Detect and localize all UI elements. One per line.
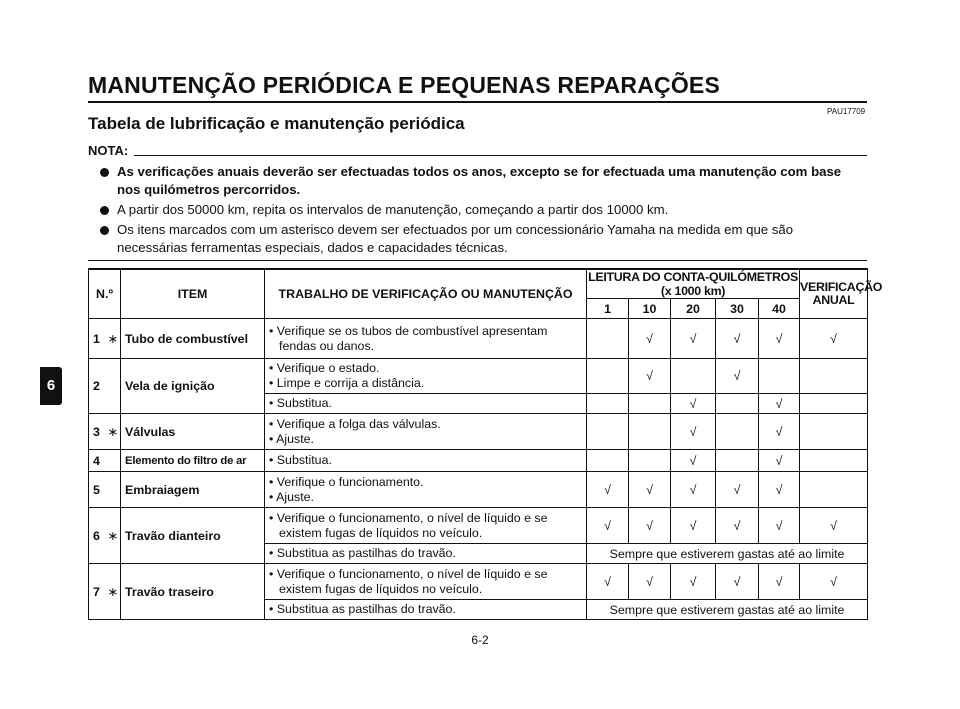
check-mark: √ (671, 472, 716, 508)
work-line: • Limpe e corrija a distância. (269, 376, 425, 390)
table-row (89, 450, 868, 472)
table-row (89, 414, 868, 450)
nota-header (88, 143, 867, 159)
asterisk-icon: ∗ (106, 564, 121, 620)
header-km: 1 (587, 299, 629, 319)
section-subtitle: Tabela de lubrificação e manutenção periódica (88, 114, 465, 133)
work-line: • Substitua. (269, 453, 332, 467)
empty-cell (671, 359, 716, 394)
check-mark: √ (671, 564, 716, 600)
item-number: 4 (89, 450, 106, 472)
check-mark: √ (800, 508, 868, 544)
note-item (100, 201, 867, 219)
check-mark: √ (671, 394, 716, 414)
note-text: A partir dos 50000 km, repita os intervalos de manutenção, começando a partir dos 10000 km. (117, 202, 669, 217)
work-description (265, 564, 587, 600)
empty-cell (800, 359, 868, 394)
check-mark: √ (629, 508, 671, 544)
chapter-tab: 6 (40, 367, 62, 405)
note-text: As verificações anuais deverão ser efectuadas todos os anos, excepto se for efectuada uma manutenção com base nos quilómetros percorridos. (117, 164, 842, 197)
check-mark: √ (716, 359, 759, 394)
check-mark: √ (759, 450, 800, 472)
title-rule (88, 101, 867, 103)
work-line: • Substitua as pastilhas do travão. (269, 602, 456, 616)
empty-cell (587, 394, 629, 414)
header-km: 20 (671, 299, 716, 319)
bullet-icon (100, 206, 109, 215)
work-line: • Verifique se os tubos de combustível apresentam fendas ou danos. (269, 323, 548, 353)
item-name: Vela de ignição (121, 359, 265, 414)
item-name: Válvulas (121, 414, 265, 450)
replace-note: Sempre que estiverem gastas até ao limite (587, 600, 868, 620)
work-description (265, 319, 587, 359)
work-description (265, 414, 587, 450)
item-number: 5 (89, 472, 106, 508)
work-description (265, 472, 587, 508)
bullet-icon (100, 168, 109, 177)
empty-cell (587, 450, 629, 472)
work-line: • Verifique o estado. (269, 361, 380, 375)
item-name: Travão dianteiro (121, 508, 265, 564)
item-name: Embraiagem (121, 472, 265, 508)
check-mark: √ (759, 508, 800, 544)
item-number: 7 (89, 564, 106, 620)
work-description (265, 359, 587, 394)
empty-cell (587, 319, 629, 359)
table-row (89, 472, 868, 508)
header-km: 30 (716, 299, 759, 319)
empty-cell (587, 359, 629, 394)
header-odometer: LEITURA DO CONTA-QUILÓMETROS (x 1000 km) (588, 270, 798, 298)
item-name: Travão traseiro (121, 564, 265, 620)
check-mark: √ (716, 508, 759, 544)
note-text: Os itens marcados com um asterisco devem ser efectuados por um concessionário Yamaha na medida em que são necessárias ferramentas especiais, dados e capacidades técnicas. (117, 222, 794, 255)
empty-cell (800, 414, 868, 450)
asterisk-icon: ∗ (106, 319, 121, 359)
empty-cell (716, 394, 759, 414)
work-line: • Verifique o funcionamento. (269, 474, 424, 489)
page-number: 6-2 (471, 633, 489, 647)
check-mark: √ (629, 564, 671, 600)
empty-cell (587, 414, 629, 450)
nota-rule (134, 155, 867, 156)
check-mark: √ (759, 394, 800, 414)
check-mark: √ (759, 472, 800, 508)
empty-cell (629, 394, 671, 414)
asterisk-empty (106, 472, 121, 508)
work-line: • Substitua as pastilhas do travão. (269, 546, 456, 560)
check-mark: √ (759, 319, 800, 359)
table-body (89, 319, 868, 620)
empty-cell (759, 359, 800, 394)
check-mark: √ (800, 319, 868, 359)
empty-cell (629, 414, 671, 450)
item-name: Tubo de combustível (121, 319, 265, 359)
check-mark: √ (587, 472, 629, 508)
empty-cell (716, 450, 759, 472)
work-description (265, 508, 587, 544)
check-mark: √ (587, 564, 629, 600)
work-line: • Verifique o funcionamento, o nível de líquido e se existem fugas de líquidos no veículo. (269, 566, 548, 596)
check-mark: √ (629, 472, 671, 508)
asterisk-icon: ∗ (106, 414, 121, 450)
check-mark: √ (800, 564, 868, 600)
work-line: • Verifique o funcionamento, o nível de líquido e se existem fugas de líquidos no veículo. (269, 510, 548, 540)
check-mark: √ (671, 450, 716, 472)
empty-cell (716, 414, 759, 450)
table-row (89, 319, 868, 359)
empty-cell (800, 450, 868, 472)
table-row (89, 564, 868, 600)
check-mark: √ (671, 508, 716, 544)
item-number: 3 (89, 414, 106, 450)
header-no: N.º (89, 269, 121, 319)
empty-cell (800, 394, 868, 414)
check-mark: √ (759, 564, 800, 600)
document-code: PAU17709 (827, 107, 866, 116)
item-number: 2 (89, 359, 106, 414)
work-description (265, 544, 587, 564)
check-mark: √ (716, 472, 759, 508)
check-mark: √ (629, 319, 671, 359)
note-item (100, 163, 867, 199)
asterisk-empty (106, 359, 121, 414)
notes-rule (88, 260, 867, 261)
asterisk-icon: ∗ (106, 508, 121, 564)
check-mark: √ (759, 414, 800, 450)
note-item (100, 221, 867, 257)
header-item: ITEM (121, 269, 265, 319)
work-description (265, 450, 587, 472)
empty-cell (629, 450, 671, 472)
check-mark: √ (716, 319, 759, 359)
header-km: 40 (759, 299, 800, 319)
work-description (265, 394, 587, 414)
item-number: 1 (89, 319, 106, 359)
table-row (89, 359, 868, 394)
item-number: 6 (89, 508, 106, 564)
work-line: • Ajuste. (269, 489, 314, 504)
header-km: 10 (629, 299, 671, 319)
check-mark: √ (671, 414, 716, 450)
replace-note: Sempre que estiverem gastas até ao limite (587, 544, 868, 564)
asterisk-empty (106, 450, 121, 472)
maintenance-table (88, 268, 883, 620)
bullet-icon (100, 226, 109, 235)
check-mark: √ (629, 359, 671, 394)
check-mark: √ (716, 564, 759, 600)
page-title: MANUTENÇÃO PERIÓDICA E PEQUENAS REPARAÇÕES (88, 72, 721, 98)
header-annual: VERIFICAÇÃO ANUAL (800, 269, 868, 319)
check-mark: √ (671, 319, 716, 359)
empty-cell (800, 472, 868, 508)
work-line: • Verifique a folga das válvulas. (269, 416, 441, 431)
item-name: Elemento do filtro de ar (121, 450, 265, 472)
nota-label: NOTA: (88, 143, 129, 158)
check-mark: √ (587, 508, 629, 544)
work-line: • Ajuste. (269, 431, 314, 446)
work-description (265, 600, 587, 620)
table-row (89, 508, 868, 544)
work-line: • Substitua. (269, 396, 332, 410)
header-work: TRABALHO DE VERIFICAÇÃO OU MANUTENÇÃO (265, 269, 587, 319)
